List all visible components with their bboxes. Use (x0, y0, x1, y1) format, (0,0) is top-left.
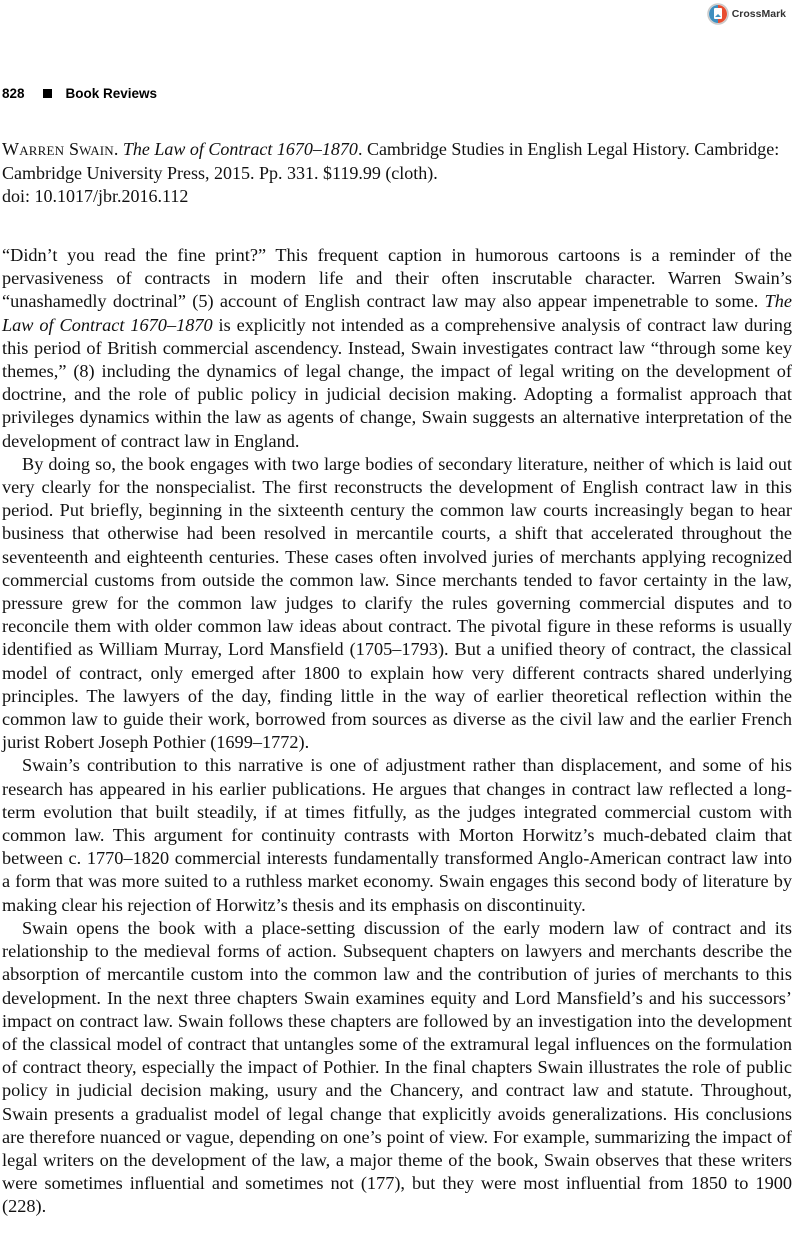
book-series: Cambridge Studies in English Legal History. (366, 139, 690, 159)
crossmark-label: CrossMark (731, 8, 786, 20)
book-citation (2, 138, 792, 209)
paragraph-text: is explicitly not intended as a comprehensive analysis of contract law during this period of British commercial ascendency. Instead, Swain investigates contract law “through some key themes,” (8) including the dynamics of legal change, the impact of legal writing on the development of doctrine, and the role of public policy in judicial decision making. Adopting a formalist approach that privileges dynamics within the law as agents of change, Swain suggests an alternative interpretation of the development of contract law in England. (2, 314, 792, 451)
review-body (2, 244, 792, 1219)
publisher-info: Cambridge: Cambridge University Press, 2015. Pp. 331. $119.99 (cloth). (2, 139, 780, 183)
review-paragraph: Swain’s contribution to this narrative is one of adjustment rather than displacement, and some of his research has appeared in his earlier publications. He argues that changes in contract law reflected a long-term evolution that built steadily, if at times fitfully, as the judges integrated commercial custom with common law. This argument for continuity contrasts with Morton Horwitz’s much-debated claim that between c. 1770–1820 commercial interests fundamentally transformed Anglo-American contract law into a form that was more suited to a ruthless market economy. Swain engages this second body of literature by making clear his rejection of Horwitz’s thesis and its emphasis on discontinuity. (2, 755, 792, 915)
author-name: Warren Swain (2, 139, 114, 159)
square-bullet-icon (43, 89, 52, 98)
running-head (2, 86, 157, 101)
book-title: The Law of Contract 1670–1870 (122, 139, 358, 159)
review-paragraph: Swain opens the book with a place-setting discussion of the early modern law of contract and its relationship to the medieval forms of action. Subsequent chapters on lawyers and merchants describe the absorption of mercantile custom into the common law and the contribution of juries of merchants to this development. In the next three chapters Swain examines equity and Lord Mansfield’s and his successors’ impact on contract law. Swain follows these chapters are followed by an investigation into the development of the classical model of contract that untangles some of the extramural legal influences on the formulation of contract theory, especially the impact of Pothier. In the final chapters Swain illustrates the role of public policy in judicial decision making, usury and the Chancery, and contract law and statute. Throughout, Swain presents a gradualist model of legal change that explicitly avoids generalizations. His conclusions are therefore nuanced or vague, depending on one’s point of view. For example, summarizing the impact of legal writers on the development of the law, a major theme of the book, Swain observes that these writers were sometimes influential and sometimes not (177), but they were most influential from 1850 to 1900 (228). (2, 917, 792, 1217)
doi-link[interactable]: doi: 10.1017/jbr.2016.112 (2, 186, 189, 206)
book-title-italic: The Law of Contract 1670–1870 (2, 291, 792, 335)
page-number: 828 (2, 86, 25, 101)
crossmark-icon (707, 2, 729, 26)
crossmark-badge[interactable] (707, 2, 786, 26)
paragraph-text: “Didn’t you read the fine print?” This frequent caption in humorous cartoons is a reminder of the pervasiveness of contracts in modern life and their often inscrutable character. Warren Swain’s “unashamedly doctrinal” (5) account of English contract law may also appear impenetrable to some. (2, 245, 792, 312)
citation-line: Warren Swain. The Law of Contract 1670–1870. Cambridge Studies in English Legal History. Cambridge: Cambridge University Press, 2015. Pp. 331. $119.99 (cloth). (2, 139, 780, 183)
section-title: Book Reviews (65, 86, 158, 101)
review-paragraph: By doing so, the book engages with two large bodies of secondary literature, neither of which is laid out very clearly for the nonspecialist. The first reconstructs the development of English contract law in this period. Put briefly, beginning in the sixteenth century the common law courts increasingly began to hear business that otherwise had been resolved in mercantile courts, a shift that accelerated throughout the seventeenth and eighteenth centuries. These cases often involved juries of merchants applying recognized commercial customs from outside the common law. Since merchants tended to favor certainty in the law, pressure grew for the common law judges to clarify the rules governing commercial disputes and to reconcile them with older common law ideas about contract. The pivotal figure in these reforms is usually identified as William Murray, Lord Mansfield (1705–1793). But a unified theory of contract, the classical model of contract, only emerged after 1800 to explain how very different contracts shared underlying principles. The lawyers of the day, finding little in the way of earlier theoretical reflection within the common law to guide their work, borrowed from sources as diverse as the civil law and the earlier French jurist Robert Joseph Pothier (1699–1772). (2, 453, 792, 753)
review-paragraph (2, 244, 792, 453)
